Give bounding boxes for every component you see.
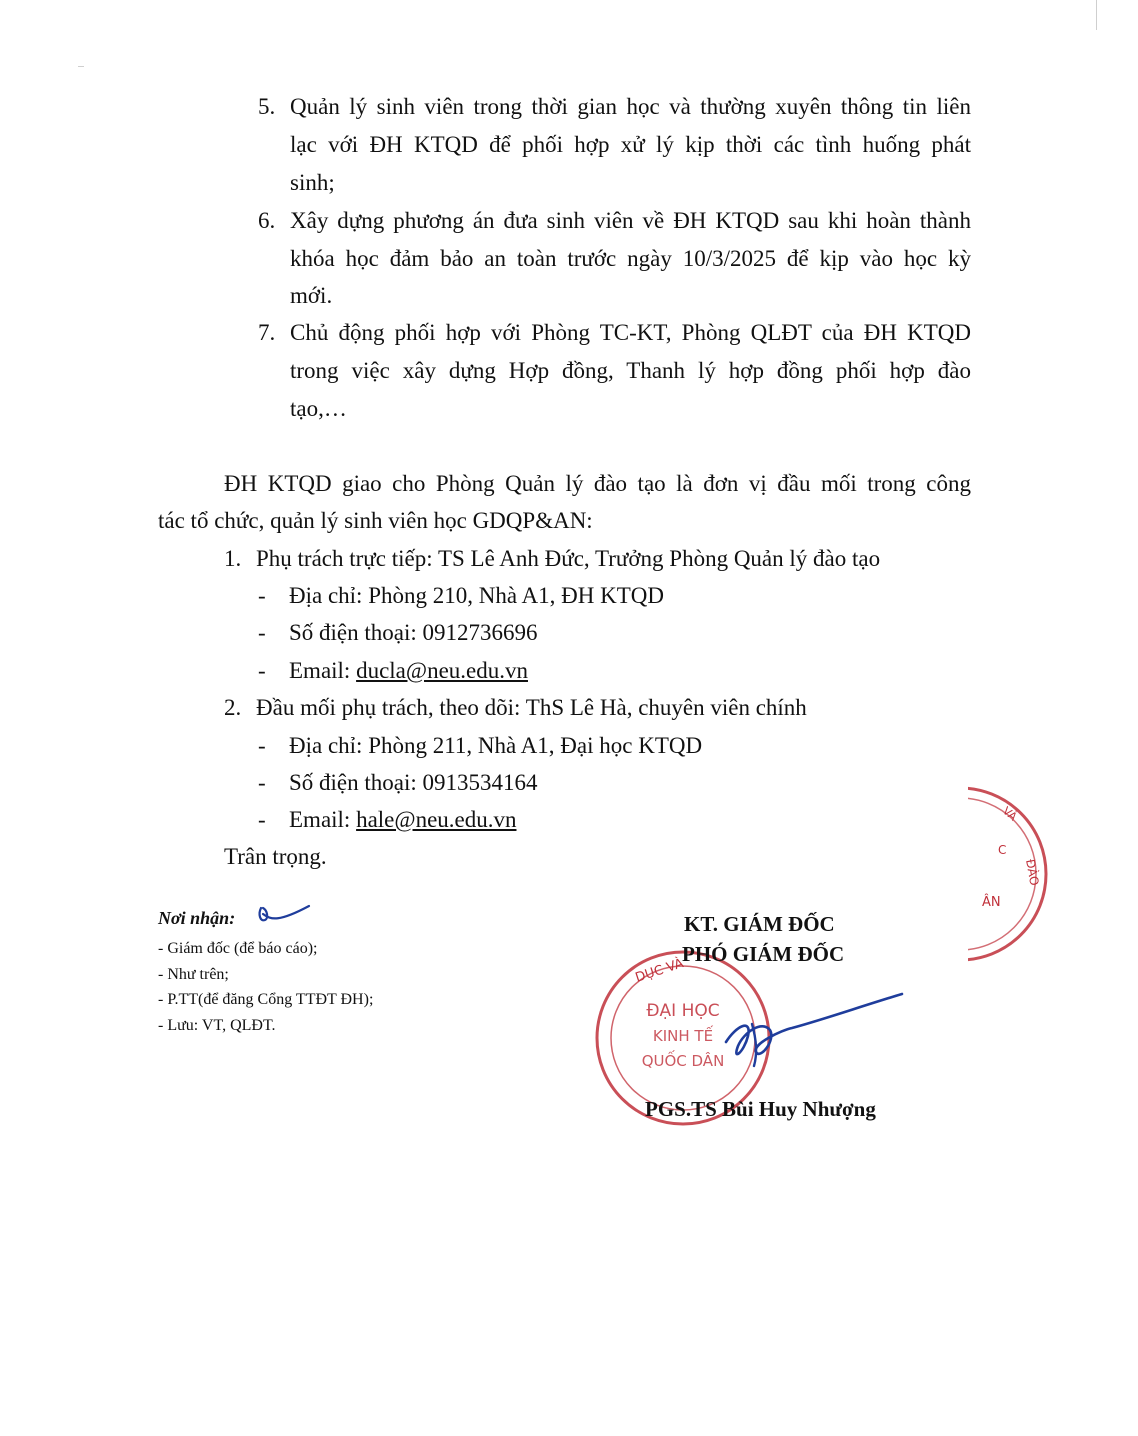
contact-address: Địa chỉ: Phòng 210, Nhà A1, ĐH KTQD [289,583,664,608]
signature-title-line1: KT. GIÁM ĐỐC [684,912,835,936]
dash-bullet: - [258,658,266,683]
list-item-line: trong việc xây dựng Hợp đồng, Thanh lý hợp đồng phối hợp đào [290,358,971,383]
seal-center-text: QUỐC DÂN [641,1052,725,1070]
contact-address: Địa chỉ: Phòng 211, Nhà A1, Đại học KTQD [289,733,703,758]
recipient-item: - Như trên; [158,966,229,983]
list-item-line: khóa học đảm bảo an toàn trước ngày 10/3/2025 để kịp vào học kỳ [290,246,971,271]
list-number: 6. [258,208,276,233]
email-link[interactable]: ducla@neu.edu.vn [356,658,528,683]
list-item-line: tạo,… [290,396,347,421]
list-item-line: mới. [290,283,333,308]
recipients-title: Nơi nhận: [158,908,236,928]
contact-title: Đầu mối phụ trách, theo dõi: ThS Lê Hà, chuyên viên chính [256,695,807,720]
initial-mark-icon [255,900,315,930]
contact-phone: Số điện thoại: 0913534164 [289,770,538,795]
email-link[interactable]: hale@neu.edu.vn [356,807,517,832]
contact-phone: Số điện thoại: 0912736696 [289,620,538,645]
recipient-item: - Lưu: VT, QLĐT. [158,1017,276,1034]
dash-bullet: - [258,583,266,608]
closing-text: Trân trọng. [224,844,327,869]
contact-number: 1. [224,546,242,571]
dash-bullet: - [258,770,266,795]
intro-paragraph-line: ĐH KTQD giao cho Phòng Quản lý đào tạo là đơn vị đầu mối trong công [224,471,971,496]
scan-dust-mark [78,66,84,67]
scan-edge-mark [1096,0,1097,30]
seal-center-text: ĐẠI HỌC [646,1001,720,1021]
list-item-line: lạc với ĐH KTQD để phối hợp xử lý kịp thời các tình huống phát [290,132,971,157]
list-number: 5. [258,94,276,119]
signature-title-line2: PHÓ GIÁM ĐỐC [682,942,845,966]
list-item-line: Quản lý sinh viên trong thời gian học và thường xuyên thông tin liên [290,94,971,119]
list-item-line: Chủ động phối hợp với Phòng TC-KT, Phòng QLĐT của ĐH KTQD [290,320,971,345]
partial-seal-image [968,782,1068,972]
recipient-item: - Giám đốc (để báo cáo); [158,940,318,957]
dash-bullet: - [258,807,266,832]
partial-seal-text: VÀ [1000,804,1020,824]
dash-bullet: - [258,620,266,645]
email-label: Email: [289,658,357,683]
list-item-line: sinh; [290,170,335,195]
contact-title: Phụ trách trực tiếp: TS Lê Anh Đức, Trưởng Phòng Quản lý đào tạo [256,546,881,571]
partial-seal-text: ÂN [982,895,1001,910]
partial-seal-text: ĐÀO [1023,858,1042,887]
contact-number: 2. [224,695,242,720]
contact-email-row [289,656,528,686]
signatory-name: PGS.TS Bùi Huy Nhượng [645,1097,876,1121]
seal-ring-text: DỤC VÀ [633,956,686,986]
handwritten-signature-image [712,990,912,1080]
partial-seal-text: C [998,843,1007,857]
intro-paragraph-line: tác tổ chức, quản lý sinh viên học GDQP&AN: [158,508,593,533]
list-number: 7. [258,320,276,345]
seal-center-text: KINH TẾ [652,1027,714,1045]
list-item-line: Xây dựng phương án đưa sinh viên về ĐH KTQD sau khi hoàn thành [290,208,971,233]
email-label: Email: [289,807,357,832]
contact-email-row [289,805,516,835]
recipient-item: - P.TT(để đăng Cổng TTĐT ĐH); [158,991,374,1008]
dash-bullet: - [258,733,266,758]
